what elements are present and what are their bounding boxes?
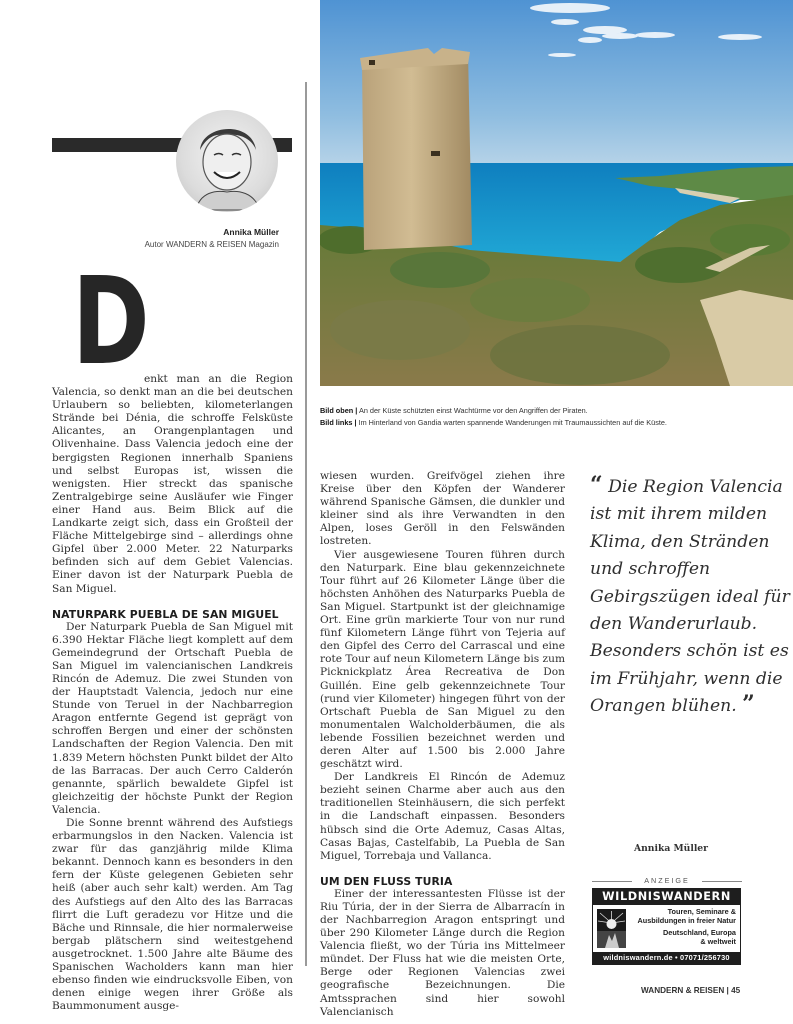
page-number: 45 <box>731 986 741 995</box>
article-paragraph: Die Sonne brennt während des Aufstiegs erbarmungslos in den Nacken. Valencia ist zwar für das ganzjährig milde Klima bekannt. Dennoch kann es besonders in den fern der Küste gelegenen Gebieten sehr heiß (aber auch sehr kalt) werden. Am Tag des Aufstiegs auf den Alto des las Barracas flirrt die Luft geradezu vor Hitze und die Bäche und Rinnsale, die hier normalerweise bergab plätschern sind weitestgehend ausgetrocknet. 1.500 Jahre alte Bäume des Spanischen Wacholders kann man hier ebenso finden wie eindrucksvolle Eiben, von denen einige wegen ihrer Größe als Baummonument ausge- <box>52 817 293 1013</box>
ad-line: Deutschland, Europa <box>663 928 736 937</box>
page-folio <box>641 986 740 995</box>
article-column-2 <box>320 470 565 1019</box>
drop-cap: D <box>72 253 150 392</box>
article-intro: enkt man an die Region Valencia, so denkt man an die bei deutschen Urlaubern so beliebten, kilometerlangen Strände bei Dénia, die schroffe Felsküste Alicantes, an Orangenplantagen und Olivenhaine. Dass Valencia jedoch eine der bergigsten Regionen innerhalb Spaniens und selbst Europas ist, wissen die wenigsten. Hier streckt das spanische Zentralgebirge seine Ausläufer wie Finger einer Hand aus. Beim Blick auf die Landkarte zeigt sich, dass ein Großteil der Fläche Mittelgebirge sind – allerdings ohne Gipfel über 2.000 Meter. 22 Naturparks befinden sich auf dem Gebiet Valencias. Einer davon ist der Naturpark Puebla de San Miguel. <box>52 373 293 595</box>
author-name: Annika Müller <box>223 227 279 237</box>
ad-line: & weltweit <box>700 936 736 946</box>
article-paragraph: Der Landkreis El Rincón de Ademuz bezieht seinen Charme aber auch aus den traditionellen Steinhäusern, die sich perfekt in die Landschaft einpassen. Besonders hübsch sind die Orte Ademuz, Casas Altas, Casas Bajas, Castelfabib, La Puebla de San Miguel, Torrebaja und Vallanca. <box>320 771 565 862</box>
caption-label: Bild oben <box>320 406 354 415</box>
article-paragraph: Einer der interessantesten Flüsse ist der Riu Túria, der in der Sierra de Albarracín in der Nachbarregion Aragon entspringt und über 290 Kilometer Länge durch die Region Valencia fließt, wo der Túria ins Mittelmeer mündet. Der Fluss hat wie die meisten Orte, Berge oder Regionen Valencias zwei geografische Bezeichnungen. Die Amtssprachen sind hier sowohl Valencianisch <box>320 887 565 1018</box>
ad-label: ANZEIGE <box>644 876 690 885</box>
ad-regions <box>626 929 736 946</box>
article-paragraph: Vier ausgewiesene Touren führen durch den Naturpark. Eine blau gekennzeichnete Tour führt auf 26 Kilometer Länge über die höchsten Anhöhen des Naturparks Puebla de San Miguel. Startpunkt ist der gleichnamige Ort. Eine grün markierte Tour von nur rund fünf Kilometern Länge führt von Tejeria auf den Gipfel des Cerro del Carrascal und eine rote Tour auf neun Kilometern Länge bis zum Picknickplatz Área Recreativa de Don Guillén. Eine gelb gekennzeichnete Tour (rund vier Kilometer) hingegen führt von der Ortschaft Puebla de San Miguel zu den monumentalen Walcholderbäumen, die als lebende Fossilien bezeichnet werden und deren Alter auf 1.500 bis 2.000 Jahre geschätzt wird. <box>320 548 565 771</box>
photo-illustration <box>320 0 793 386</box>
caption-separator: | <box>355 406 358 415</box>
advertisement-wildniswandern[interactable] <box>592 888 741 965</box>
caption-text: An der Küste schützten einst Wachtürme vor den Angriffen der Piraten. <box>358 406 588 415</box>
caption-separator: | <box>354 418 357 427</box>
caption-left <box>320 417 793 429</box>
folio-separator: | <box>726 986 729 995</box>
caption-label: Bild links <box>320 418 353 427</box>
ad-label-row <box>592 876 742 886</box>
article-paragraph: Der Naturpark Puebla de San Miguel mit 6.390 Hektar Fläche liegt komplett auf dem Gemeindegrund der Ortschaft Puebla de San Miguel im valencianischen Landkreis Rincón de Ademuz. Die zwei Stunden von der Hauptstadt Valencia, jedoch nur eine Stunde von Teruel in der Nachbarregion Aragon entfernte Gegend ist geprägt von schroffen Bergen und einer der schönsten Landschaften der Region Valencia. Den mit 1.839 Metern höchsten Punkt bildet der Alto de las Barracas. Der auch Cerro Calderón genannte, spärlich bewaldete Gipfel ist gleichzeitig der höchste Punkt der Region Valencia. <box>52 620 293 816</box>
section-heading-naturpark: NATURPARK PUEBLA DE SAN MIGUEL <box>52 607 279 621</box>
ad-title: WILDNISWANDERN <box>593 889 740 905</box>
ad-line: Touren, Seminare & <box>667 907 736 916</box>
close-quote-icon: ” <box>742 691 755 718</box>
avatar-sketch <box>176 110 278 212</box>
caption-top <box>320 405 793 417</box>
ad-services <box>626 908 736 925</box>
article-column-1 <box>52 253 293 1013</box>
hero-photo-watchtower-coast <box>320 0 793 386</box>
section-heading-turia: UM DEN FLUSS TURIA <box>320 874 453 888</box>
divider <box>702 881 742 882</box>
magazine-name: WANDERN & REISEN <box>641 986 725 995</box>
author-role: Autor WANDERN & REISEN Magazin <box>144 240 279 249</box>
author-avatar <box>176 110 278 212</box>
pull-quote <box>590 474 790 721</box>
photo-captions <box>320 405 793 429</box>
ad-contact-link[interactable]: wildniswandern.de • 07071/256730 <box>593 952 740 964</box>
open-quote-icon: “ <box>590 472 603 498</box>
sunburst-logo-icon <box>597 909 626 948</box>
article-paragraph: wiesen wurden. Greifvögel ziehen ihre Kreise über den Köpfen der Wanderer während Spanische Gämsen, die dunkler und kleiner sind als ihre Verwandten in den Alpen, loses Geröll in den Felswänden lostreten. <box>320 470 565 548</box>
ad-line: Ausbildungen in freier Natur <box>637 915 736 925</box>
watchtower <box>360 48 472 250</box>
pull-quote-author: Annika Müller <box>633 843 708 854</box>
column-divider <box>305 82 307 966</box>
caption-text: Im Hinterland von Gandia warten spannende Wanderungen mit Traumaussichten auf die Küste. <box>358 418 667 427</box>
pull-quote-text: Die Region Valencia ist mit ihrem milden Klima, den Stränden und schroffen Gebirgszügen ideal für den Wanderurlaub. Besonders schön ist es im Frühjahr, wenn die Orangen blühen. <box>590 477 790 717</box>
